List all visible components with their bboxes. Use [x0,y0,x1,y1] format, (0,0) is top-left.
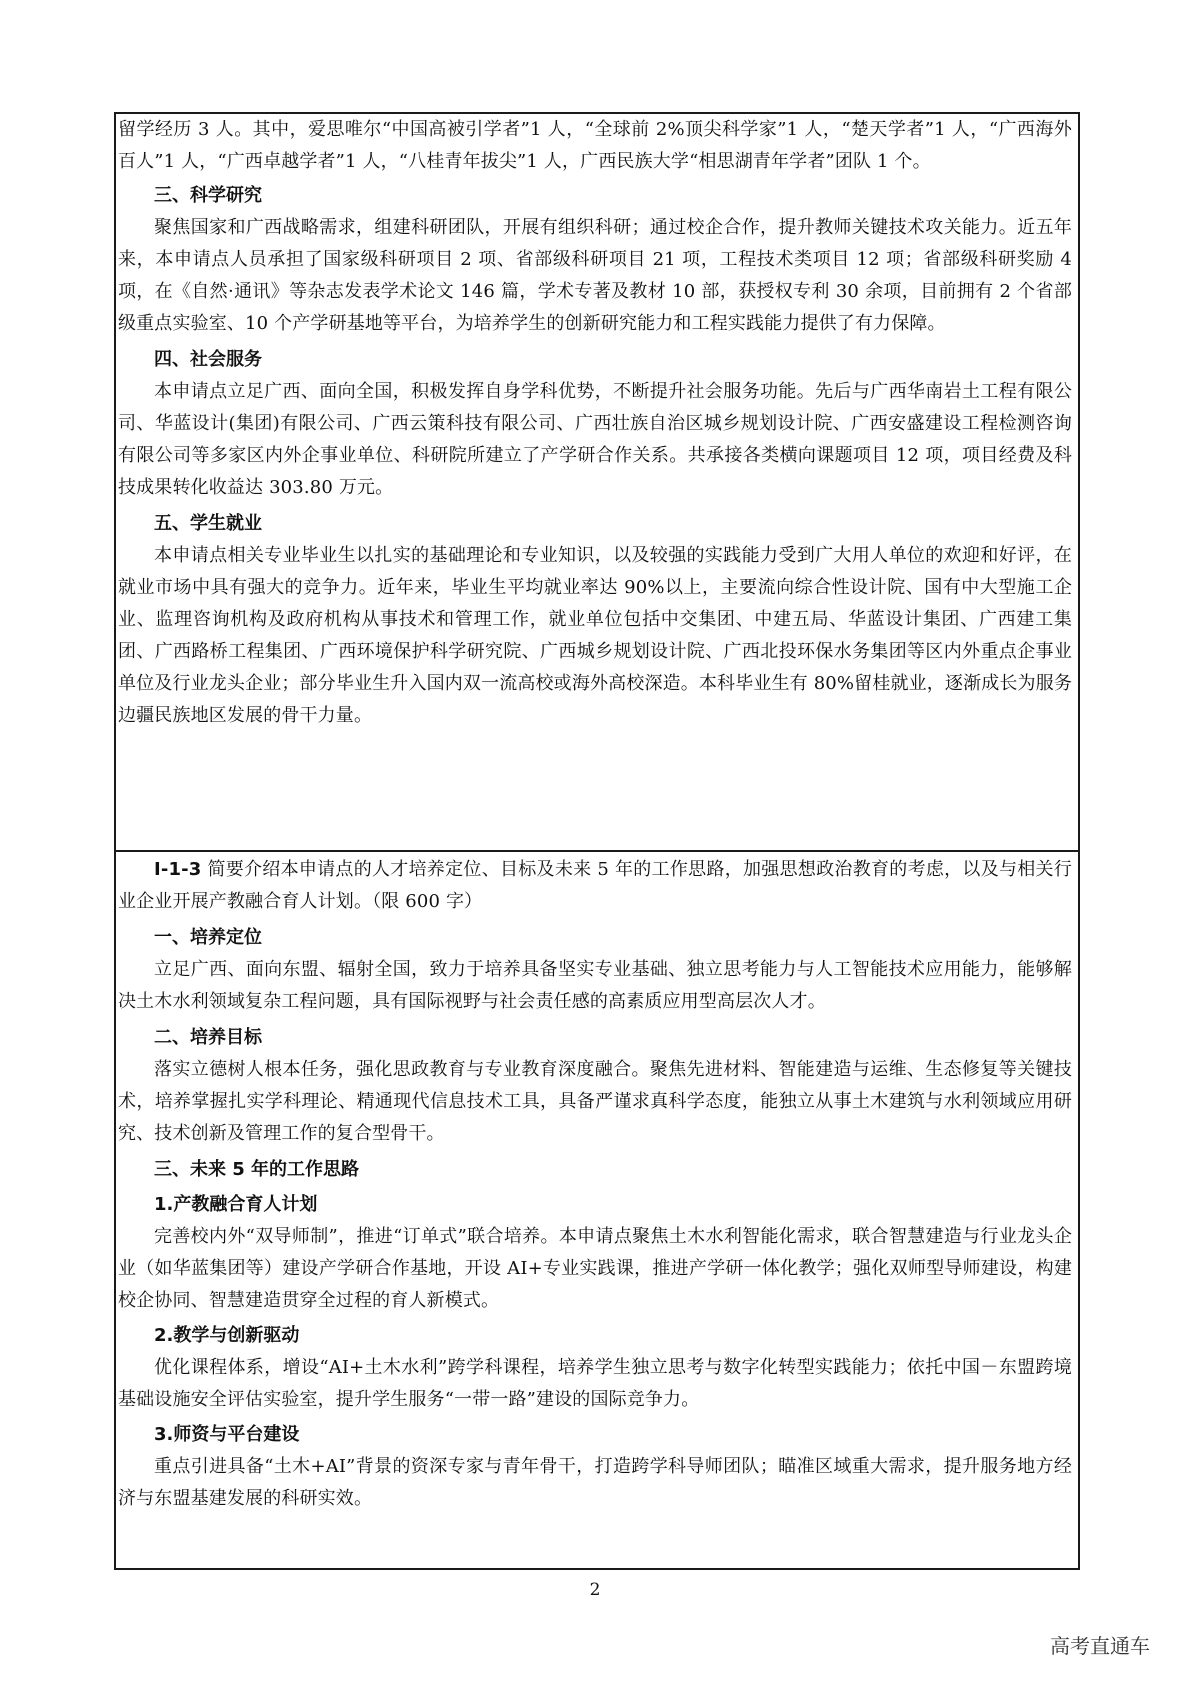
plan-item-title-faculty-platform: 3.师资与平台建设 [154,1424,300,1445]
section-heading-research: 三、科学研究 [154,185,262,206]
section-body-goals: 落实立德树人根本任务，强化思政教育与专业教育深度融合。聚焦先进材料、智能建造与运维、生态修复等关键技术，培养掌握扎实学科理论、精通现代信息技术工具，具备严谨求真科学态度，能独立从事土木建筑与水利领域应用研究、技术创新及管理工作的复合型骨干。 [118,1059,1072,1144]
page-number: 2 [589,1580,601,1600]
question-text: 简要介绍本申请点的人才培养定位、目标及未来 5 年的工作思路，加强思想政治教育的考虑，以及与相关行业企业开展产教融合育人计划。（限 600 字） [118,859,1072,912]
section-body-social-service: 本申请点立足广西、面向全国，积极发挥自身学科优势，不断提升社会服务功能。先后与广西华南岩土工程有限公司、华蓝设计(集团)有限公司、广西云策科技有限公司、广西壮族自治区城乡规划设计院、广西安盛建设工程检测咨询有限公司等多家区内外企事业单位、科研院所建立了产学研合作关系。共承接各类横向课题项目 12 项，项目经费及科技成果转化收益达 303.80 万元。 [118,381,1072,498]
table-cell-training-plan [116,850,1078,1568]
question-number: I-1-3 [154,859,202,880]
section-heading-positioning: 一、培养定位 [154,927,262,948]
table-cell-talent-research-service [116,114,1078,850]
section-body-research: 聚焦国家和广西战略需求，组建科研团队，开展有组织科研；通过校企合作，提升教师关键技术攻关能力。近五年来，本申请点人员承担了国家级科研项目 2 项、省部级科研项目 21 项，工程技术类项目 12 项；省部级科研奖励 4 项，在《自然·通讯》等杂志发表学术论文 146 篇，学术专著及教材 10 部，获授权专利 30 余项，目前拥有 2 个省部级重点实验室、10 个产学研基地等平台，为培养学生的创新研究能力和工程实践能力提供了有力保障。 [118,217,1072,334]
section-body-employment: 本申请点相关专业毕业生以扎实的基础理论和专业知识，以及较强的实践能力受到广大用人单位的欢迎和好评，在就业市场中具有强大的竞争力。近年来，毕业生平均就业率达 90%以上，主要流向综合性设计院、国有中大型施工企业、监理咨询机构及政府机构从事技术和管理工作，就业单位包括中交集团、中建五局、华蓝设计集团、广西建工集团、广西路桥工程集团、广西环境保护科学研究院、广西城乡规划设计院、广西北投环保水务集团等区内外重点企事业单位及行业龙头企业；部分毕业生升入国内双一流高校或海外高校深造。本科毕业生有 80%留桂就业，逐渐成长为服务边疆民族地区发展的骨干力量。 [118,545,1072,726]
plan-item-title-teaching-innovation: 2.教学与创新驱动 [154,1325,300,1346]
watermark: 高考直通车 [1050,1634,1150,1658]
plan-item-body-industry-education: 完善校内外“双导师制”，推进“订单式”联合培养。本申请点聚焦土木水利智能化需求，联合智慧建造与行业龙头企业（如华蓝集团等）建设产学研合作基地，开设 AI+专业实践课，推进产学研一体化教学；强化双师型导师建设，构建校企协同、智慧建造贯穿全过程的育人新模式。 [118,1226,1072,1311]
plan-item-title-industry-education: 1.产教融合育人计划 [154,1194,318,1215]
question-prompt [118,854,1072,918]
section-heading-social-service: 四、社会服务 [154,349,262,370]
faculty-intro-paragraph: 留学经历 3 人。其中，爱思唯尔“中国高被引学者”1 人，“全球前 2%顶尖科学家”1 人，“楚天学者”1 人，“广西海外百人”1 人，“广西卓越学者”1 人，“八桂青年拔尖”1 人，广西民族大学“相思湖青年学者”团队 1 个。 [118,119,1072,172]
plan-item-body-teaching-innovation: 优化课程体系，增设“AI+土木水利”跨学科课程，培养学生独立思考与数字化转型实践能力；依托中国－东盟跨境基础设施安全评估实验室，提升学生服务“一带一路”建设的国际竞争力。 [118,1357,1072,1410]
plan-item-body-faculty-platform: 重点引进具备“土木+AI”背景的资深专家与青年骨干，打造跨学科导师团队；瞄准区域重大需求，提升服务地方经济与东盟基建发展的科研实效。 [118,1456,1072,1509]
section-body-positioning: 立足广西、面向东盟、辐射全国，致力于培养具备坚实专业基础、独立思考能力与人工智能技术应用能力，能够解决土木水利领域复杂工程问题，具有国际视野与社会责任感的高素质应用型高层次人才。 [118,959,1072,1012]
section-heading-plan: 三、未来 5 年的工作思路 [154,1159,360,1180]
section-heading-employment: 五、学生就业 [154,513,262,534]
section-heading-goals: 二、培养目标 [154,1027,262,1048]
form-table [114,112,1080,1570]
